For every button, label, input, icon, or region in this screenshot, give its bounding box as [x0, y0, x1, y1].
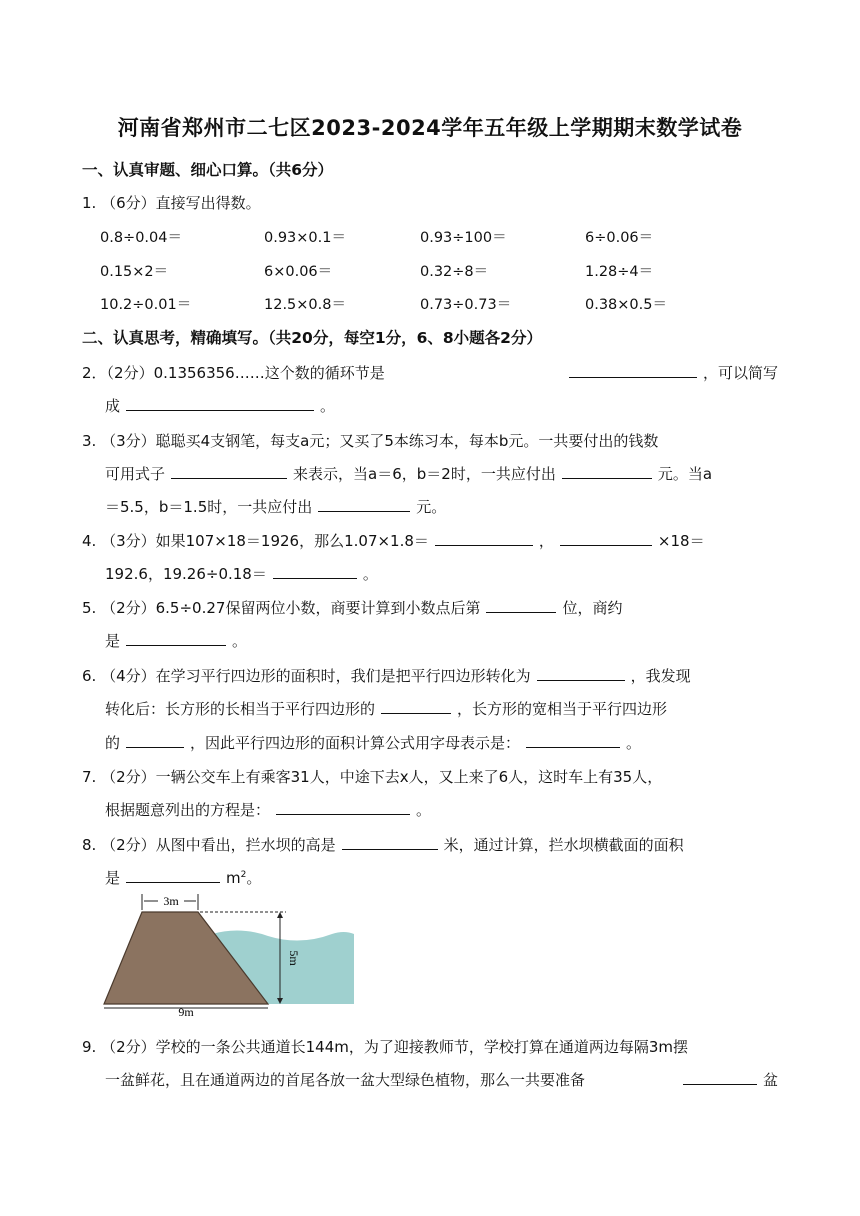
calc-item: 0.8÷0.04＝ [100, 230, 182, 246]
answer-blank[interactable] [273, 564, 357, 579]
question-7-cont: 根据题意列出的方程是： 。 [105, 801, 432, 819]
question-4: 4. （3分）如果107×18＝1926，那么1.07×1.8＝ ， ×18＝ [82, 532, 705, 550]
question-7: 7. （2分）一辆公交车上有乘客31人，中途下去x人，又上来了6人，这时车上有35人， [82, 768, 663, 786]
answer-blank[interactable] [526, 733, 620, 748]
question-2-cont: 成 。 [105, 397, 336, 415]
answer-blank[interactable] [342, 835, 438, 850]
answer-blank[interactable] [486, 598, 556, 613]
question-8-cont: 是 $m^2$。 [105, 869, 262, 887]
answer-blank[interactable] [126, 396, 314, 411]
question-2: 2．（2分）0.1356356……这个数的循环节是 ，可以简写 [82, 364, 778, 382]
question-8: 8. （2分）从图中看出，拦水坝的高是 米，通过计算，拦水坝横截面的面积 [82, 836, 684, 854]
answer-blank[interactable] [126, 868, 220, 883]
bottom-width-label: 9m [178, 1005, 194, 1016]
page-title: 河南省郑州市二七区2023-2024学年五年级上学期期末数学试卷 [117, 116, 743, 140]
question-9-cont: 一盆鲜花，且在通道两边的首尾各放一盆大型绿色植物，那么一共要准备 盆 [105, 1071, 778, 1089]
calc-item: 10.2÷0.01＝ [100, 297, 192, 313]
calc-item: 0.32÷8＝ [420, 264, 489, 280]
dam-cross-section-figure [100, 890, 356, 1016]
answer-blank[interactable] [126, 631, 226, 646]
height-label: 5m [287, 950, 301, 966]
answer-blank[interactable] [683, 1070, 757, 1085]
calc-item: 6×0.06＝ [264, 264, 333, 280]
question-3-cont: 可用式子 来表示，当a＝6，b＝2时，一共应付出 元。当a [105, 465, 713, 483]
calc-item: 0.38×0.5＝ [585, 297, 667, 313]
answer-blank[interactable] [126, 733, 184, 748]
section-1-heading: 一、认真审题、细心口算。（共6分） [82, 161, 334, 179]
question-6-cont: 的 ，因此平行四边形的面积计算公式用字母表示是： 。 [105, 734, 642, 752]
question-6-cont: 转化后：长方形的长相当于平行四边形的 ，长方形的宽相当于平行四边形 [105, 700, 668, 718]
top-width-label: 3m [163, 894, 179, 908]
calc-item: 6÷0.06＝ [585, 230, 654, 246]
question-1: 1. （6分）直接写出得数。 [82, 194, 261, 212]
answer-blank[interactable] [318, 497, 410, 512]
answer-blank[interactable] [171, 464, 287, 479]
question-5: 5. （2分）6.5÷0.27保留两位小数，商要计算到小数点后第 位，商约 [82, 599, 623, 617]
calc-item: 0.93×0.1＝ [264, 230, 346, 246]
calc-item: 12.5×0.8＝ [264, 297, 346, 313]
calc-item: 1.28÷4＝ [585, 264, 654, 280]
question-9: 9. （2分）学校的一条公共通道长144m，为了迎接教师节，学校打算在通道两边每隔3m摆 [82, 1038, 689, 1056]
question-6: 6. （4分）在学习平行四边形的面积时，我们是把平行四边形转化为 ，我发现 [82, 667, 691, 685]
calc-item: 0.15×2＝ [100, 264, 169, 280]
section-2-heading: 二、认真思考，精确填写。（共20分，每空1分，6、8小题各2分） [82, 329, 542, 347]
answer-blank[interactable] [562, 464, 652, 479]
answer-blank[interactable] [560, 531, 652, 546]
question-3: 3. （3分）聪聪买4支钢笔，每支a元；又买了5本练习本，每本b元。一共要付出的钱数 [82, 432, 659, 450]
answer-blank[interactable] [381, 699, 451, 714]
answer-blank[interactable] [537, 666, 625, 681]
answer-blank[interactable] [569, 363, 697, 378]
calc-item: 0.73÷0.73＝ [420, 297, 512, 313]
question-3-cont: ＝5.5，b＝1.5时，一共应付出 元。 [105, 498, 447, 516]
answer-blank[interactable] [435, 531, 533, 546]
question-4-cont: 192.6，19.26÷0.18＝ 。 [105, 565, 378, 583]
calc-item: 0.93÷100＝ [420, 230, 507, 246]
question-5-cont: 是 。 [105, 632, 248, 650]
answer-blank[interactable] [276, 800, 410, 815]
